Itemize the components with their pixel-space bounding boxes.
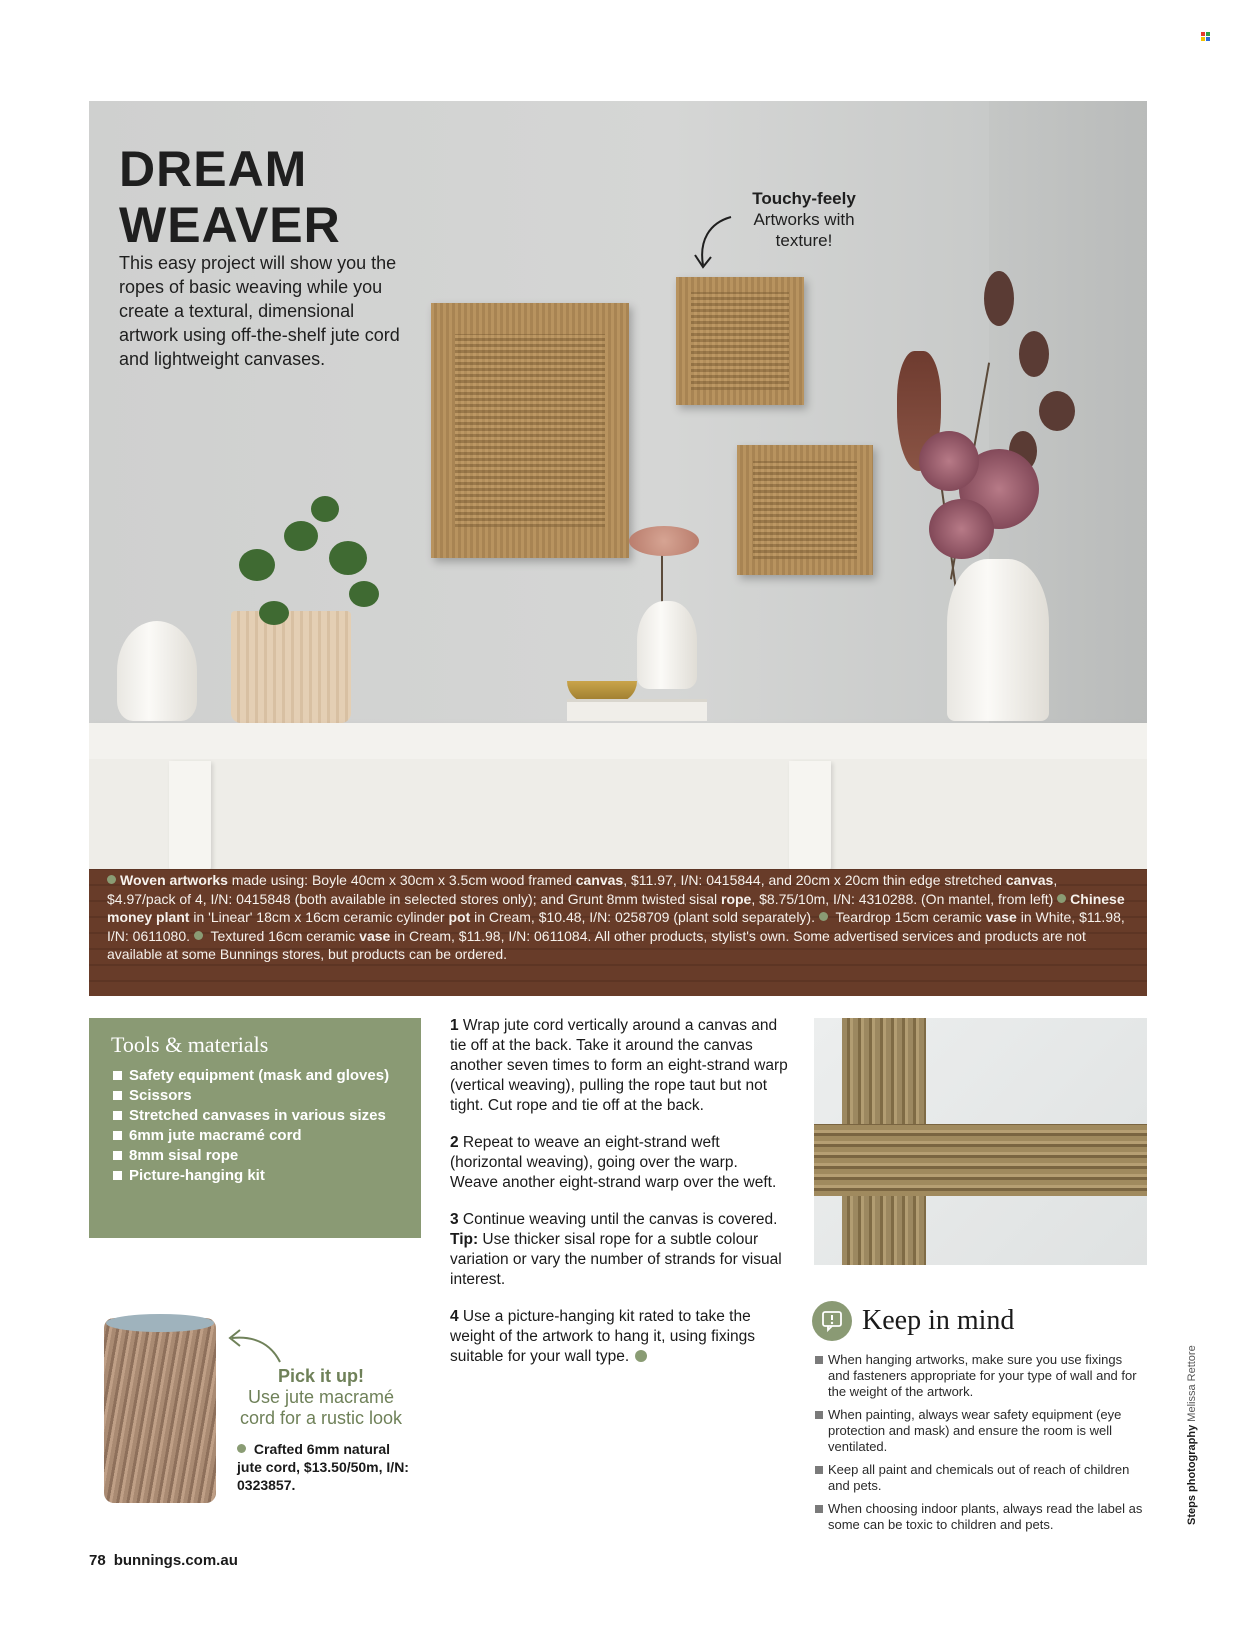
caption-text: Crafted 6mm natural jute <box>237 1441 391 1475</box>
step-text: Continue weaving until the canvas is covered. <box>458 1211 778 1228</box>
plant-leaf <box>239 549 275 581</box>
plant-leaf <box>311 496 339 522</box>
caption-text: , $8.75/10m, I/N: 4310288. (On mantel, from left) <box>751 890 1058 907</box>
book-stack <box>567 699 707 721</box>
caption-text: in White, $11.98, I/N: 0611080. <box>107 909 1125 944</box>
plant-leaf <box>259 601 289 625</box>
credit-name: Melissa Rettore <box>1186 1345 1198 1425</box>
eucalyptus-leaf <box>1039 391 1075 431</box>
callout-arrow-icon <box>689 213 739 273</box>
tools-list-item: 6mm jute macramé cord <box>111 1126 399 1146</box>
eucalyptus-leaf <box>1019 331 1049 377</box>
caption-text: in Cream, $11.98, I/N: 0611084. All other products, stylist's own. Some advertised services and products are not available at some Bunnings stores, but products can be ordered. <box>107 927 1086 962</box>
ceramic-cylinder-pot <box>231 611 351 723</box>
keep-in-mind-item: When hanging artworks, make sure you use fixings and fasteners appropriate for your type of wall and for the weight of the artwork. <box>814 1352 1144 1400</box>
eucalyptus-leaf <box>984 271 1014 326</box>
bullet-dot <box>237 1444 246 1453</box>
tools-list-item: Scissors <box>111 1086 399 1106</box>
keep-in-mind-item: When painting, always wear safety equipment (eye protection and mask) and ensure the room is well ventilated. <box>814 1407 1144 1455</box>
bullet-dot <box>194 931 203 940</box>
teardrop-vase <box>117 621 197 721</box>
caption-bold: rope <box>721 890 752 907</box>
jute-product-caption <box>237 1440 417 1494</box>
mantel-bracket <box>169 761 211 871</box>
step-number: 4 <box>450 1308 459 1325</box>
title-line-2: WEAVER <box>119 197 341 253</box>
small-woven-canvas-top <box>676 277 804 405</box>
dried-flower <box>629 526 699 556</box>
caption-text: Teardrop 15cm ceramic <box>831 909 986 925</box>
large-cream-vase <box>947 559 1049 721</box>
pick-text: Use jute macramé cord for a rustic look <box>239 1387 403 1428</box>
page-title <box>119 141 341 253</box>
textured-vase <box>637 601 697 689</box>
rope-weft <box>814 1124 1147 1196</box>
keep-in-mind-header <box>812 1301 1014 1341</box>
steps-column <box>450 1016 790 1384</box>
tip-label: Tip: <box>450 1231 479 1248</box>
product-caption <box>107 871 1127 964</box>
mantel-bracket <box>789 761 831 871</box>
tools-list-item: Picture-hanging kit <box>111 1166 399 1186</box>
chrysanthemum-flower <box>929 499 994 559</box>
spool-top <box>106 1314 214 1332</box>
caption-bold: Chinese money plant <box>107 890 1125 925</box>
pick-arrow-icon <box>226 1328 286 1368</box>
caption-text: Textured 16cm ceramic <box>206 927 360 944</box>
website-link[interactable]: bunnings.com.au <box>113 1552 238 1569</box>
caption-bold: canvas <box>575 872 624 888</box>
page-footer <box>89 1552 246 1569</box>
keep-in-mind-title: Keep in mind <box>862 1305 1015 1336</box>
caption-bold: pot <box>448 909 471 925</box>
caption-bold: canvas <box>1005 872 1054 888</box>
tip-text: Use thicker sisal rope for a subtle colour variation or vary the number of strands for visual interest. <box>450 1231 782 1288</box>
texture-callout <box>729 188 879 251</box>
keep-in-mind-list <box>814 1352 1144 1540</box>
photo-credit <box>1186 1345 1198 1525</box>
caption-text: , $11.97, I/N: 0415844, and 20cm x 20cm thin edge stretched <box>623 872 1006 888</box>
caption-bold: vase <box>985 909 1017 925</box>
tools-list-item: 8mm sisal rope <box>111 1146 399 1166</box>
weaving-closeup-photo <box>814 1018 1147 1265</box>
step-text: Use a picture-hanging kit rated to take the weight of the artwork to hang it, using fixings suitable for your wall type. <box>450 1308 755 1365</box>
corner-color-mark <box>1201 32 1210 41</box>
step-number: 2 <box>450 1134 459 1151</box>
mantel-shelf <box>89 723 1147 759</box>
title-line-1: DREAM <box>119 141 308 197</box>
step-2 <box>450 1133 790 1193</box>
plant-leaf <box>349 581 379 607</box>
callout-text: Artworks with texture! <box>753 210 855 250</box>
tools-list-item: Safety equipment (mask and gloves) <box>111 1066 399 1086</box>
caption-text: made using: Boyle 40cm x 30cm x 3.5cm wood framed <box>227 872 576 888</box>
plant-leaf <box>329 541 367 575</box>
tools-title: Tools & materials <box>111 1032 269 1057</box>
step-text: Wrap jute cord vertically around a canvas and tie off at the back. Take it around the canvas another seven times to form an eight-strand warp (vertical weaving), pulling the rope taut but not tight. Cut rope and tie off at the back. <box>450 1017 788 1114</box>
page-number: 78 <box>89 1552 106 1569</box>
tools-list-item: Stretched canvases in various sizes <box>111 1106 399 1126</box>
intro-text: This easy project will show you the ropes of basic weaving while you create a textural, dimensional artwork using off-the-shelf jute cord and lightweight canvases. <box>119 253 400 369</box>
callout-heading: Touchy-feely <box>752 189 856 208</box>
caption-bold: cord <box>265 1459 297 1475</box>
step-number: 1 <box>450 1017 459 1034</box>
step-1 <box>450 1016 790 1116</box>
mantel-face <box>89 759 1147 869</box>
credit-label: Steps photography <box>1186 1424 1198 1525</box>
pick-title: Pick it up! <box>277 1366 364 1386</box>
caption-text: , $4.97/pack of 4, I/N: 0415848 (both available in selected stores only); and Grunt 8mm twisted sisal <box>107 872 1058 907</box>
bullet-dot <box>819 912 828 921</box>
keep-in-mind-item: Keep all paint and chemicals out of reach of children and pets. <box>814 1462 1144 1494</box>
tools-list <box>111 1066 399 1186</box>
caption-bold: vase <box>359 927 391 944</box>
caption-bold: Woven artworks <box>120 872 228 888</box>
hero-photo <box>89 101 1147 996</box>
bullet-dot <box>1057 894 1066 903</box>
keep-in-mind-item: When choosing indoor plants, always read the label as some can be toxic to children and pets. <box>814 1501 1144 1533</box>
chrysanthemum-flower <box>919 431 979 491</box>
tools-materials-box <box>89 1018 421 1238</box>
caption-text: , $13.50/50m, I/N: 0323857. <box>237 1459 409 1493</box>
step-number: 3 <box>450 1211 459 1228</box>
jute-cord-spool <box>104 1318 216 1503</box>
bullet-dot <box>107 875 116 884</box>
pick-it-up-callout <box>236 1366 406 1429</box>
step-4 <box>450 1307 790 1367</box>
caption-text: in Cream, $10.48, I/N: 0258709 (plant sold separately). <box>470 909 819 925</box>
small-woven-canvas-bottom <box>737 445 873 575</box>
step-3 <box>450 1210 790 1290</box>
end-dot <box>635 1350 647 1362</box>
step-text: Repeat to weave an eight-strand weft (horizontal weaving), going over the warp. Weave another eight-strand warp over the weft. <box>450 1134 777 1191</box>
speech-bubble-icon <box>812 1301 852 1341</box>
large-woven-canvas <box>431 303 629 558</box>
caption-text: in 'Linear' 18cm x 16cm ceramic cylinder <box>189 909 449 925</box>
plant-leaf <box>284 521 318 551</box>
